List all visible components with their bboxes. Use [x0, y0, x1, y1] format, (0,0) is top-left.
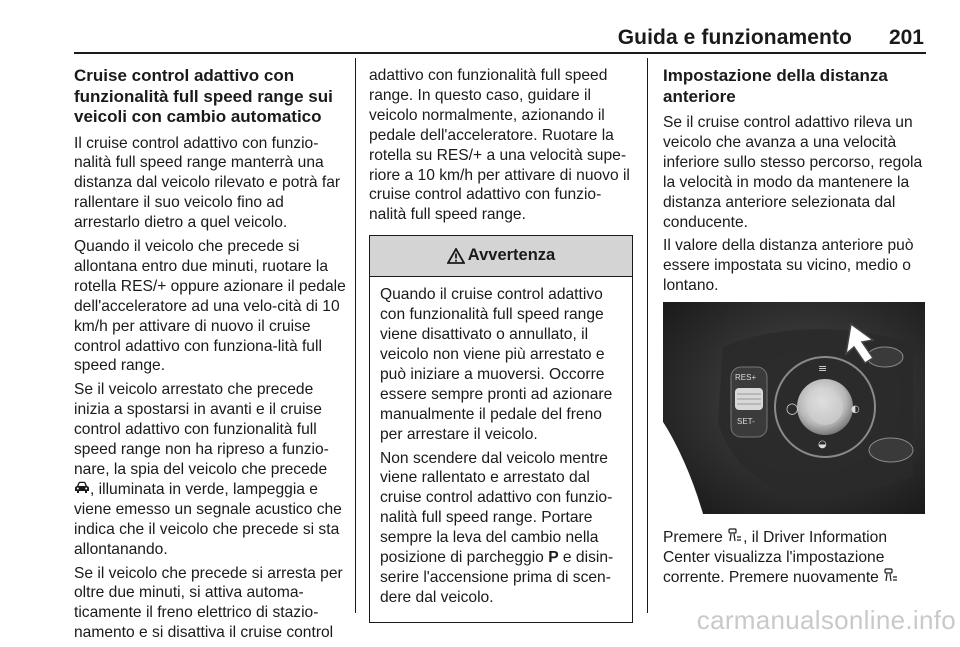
warning-body: [370, 277, 632, 622]
column-divider-1: [355, 58, 356, 613]
paragraph: [74, 380, 346, 559]
header-divider: [74, 52, 926, 54]
section-heading: Cruise control adattivo con funzionalità full speed range sui veicoli con cambio automatico: [74, 66, 333, 126]
paragraph: adattivo con funzionalità full speed range. In questo caso, guidare il veicolo normalmente, azionando il pedale dell'acceleratore. Ruotare la rotella su RES/+ a una velocità supe-riore a 10 km/h per attivare di nuovo il cruise control adattivo con funzio-nalità full speed range.: [369, 67, 630, 224]
paragraph-text: Premere: [663, 529, 728, 547]
distance-setting-icon: [883, 568, 899, 588]
paragraph: [663, 528, 925, 588]
warning-text: e disin-serire l'accensione prima di scen-dere dal veicolo.: [380, 549, 614, 606]
warning-paragraph: Quando il cruise control adattivo con funzionalità full speed range viene disattivato o annullato, il veicolo non viene più arrestato e può iniziare a muoversi. Occorre essere sempre pronti ad azionare manualmente il pedale del freno per arrestare il veicolo.: [380, 286, 613, 443]
vehicle-ahead-icon: [74, 480, 90, 500]
res-label: RES+: [735, 373, 757, 383]
section-title: Guida e funzionamento: [617, 26, 852, 49]
gear-position-p: P: [548, 549, 559, 567]
svg-text:≡: ≡: [818, 362, 828, 376]
svg-text:◐: ◐: [851, 404, 860, 416]
steering-wheel-controls-photo: [663, 302, 925, 514]
paragraph: Se il veicolo che precede si arresta per oltre due minuti, si attiva automa-ticamente il freno elettrico di stazio-namento e si disattiva il cruise control: [74, 564, 343, 642]
column-3: [663, 66, 925, 592]
column-2: [369, 66, 633, 623]
set-label: SET-: [737, 417, 755, 427]
paragraph: Se il cruise control adattivo rileva un veicolo che avanza a una velocità inferiore sullo stesso percorso, regola la velocità in modo da mantenere la distanza anteriore selezionata dal conducente.: [663, 114, 923, 231]
warning-paragraph: [380, 449, 622, 608]
column-1: [74, 66, 346, 647]
warning-header: [370, 236, 632, 277]
warning-triangle-icon: [447, 248, 465, 264]
paragraph: Il valore della distanza anteriore può essere impostata su vicino, medio o lontano.: [663, 237, 914, 295]
warning-text: Non scendere dal veicolo mentre viene rallentato e arrestato dal cruise control adattivo con funzio-nalità full speed range. Portare sempre la leva del cambio nella posizione di parcheggio: [380, 449, 613, 567]
paragraph-text: Se il veicolo arrestato che precede inizia a spostarsi in avanti e il cruise control adattivo con funzionalità full speed range non ha ripreso a funzio-nare, la spia del veicolo che precede: [74, 381, 329, 478]
distance-setting-icon: [727, 528, 743, 548]
paragraph-text: , il Driver Information Center visualizza l'impostazione corrente. Premere nuovamente: [663, 529, 887, 586]
paragraph: Quando il veicolo che precede si allontana entro due minuti, ruotare la rotella RES/+ oppure azionare il pedale dell'acceleratore ad una velo-cità di 10 km/h per attivare di nuovo il cruise control adattivo con funziona-lità full speed range.: [74, 238, 346, 375]
page-number: 201: [888, 26, 924, 49]
section-heading: Impostazione della distanza anteriore: [663, 66, 888, 106]
paragraph: Il cruise control adattivo con funzio-nalità full speed range manterrà una distanza dal veicolo rilevato e potrà far rallentare il suo veicolo fino ad arrestarlo dietro a quel veicolo.: [74, 134, 341, 232]
warning-box: [369, 235, 633, 623]
paragraph-text: , illuminata in verde, lampeggia e viene emesso un segnale acustico che indica che il veicolo che precede si sta allontanando.: [74, 480, 342, 558]
warning-title: Avvertenza: [467, 246, 556, 265]
svg-text:◯: ◯: [786, 402, 799, 416]
watermark: carmanualsonline.info: [696, 605, 956, 635]
svg-text:◒: ◒: [818, 439, 827, 451]
column-divider-2: [647, 58, 648, 613]
